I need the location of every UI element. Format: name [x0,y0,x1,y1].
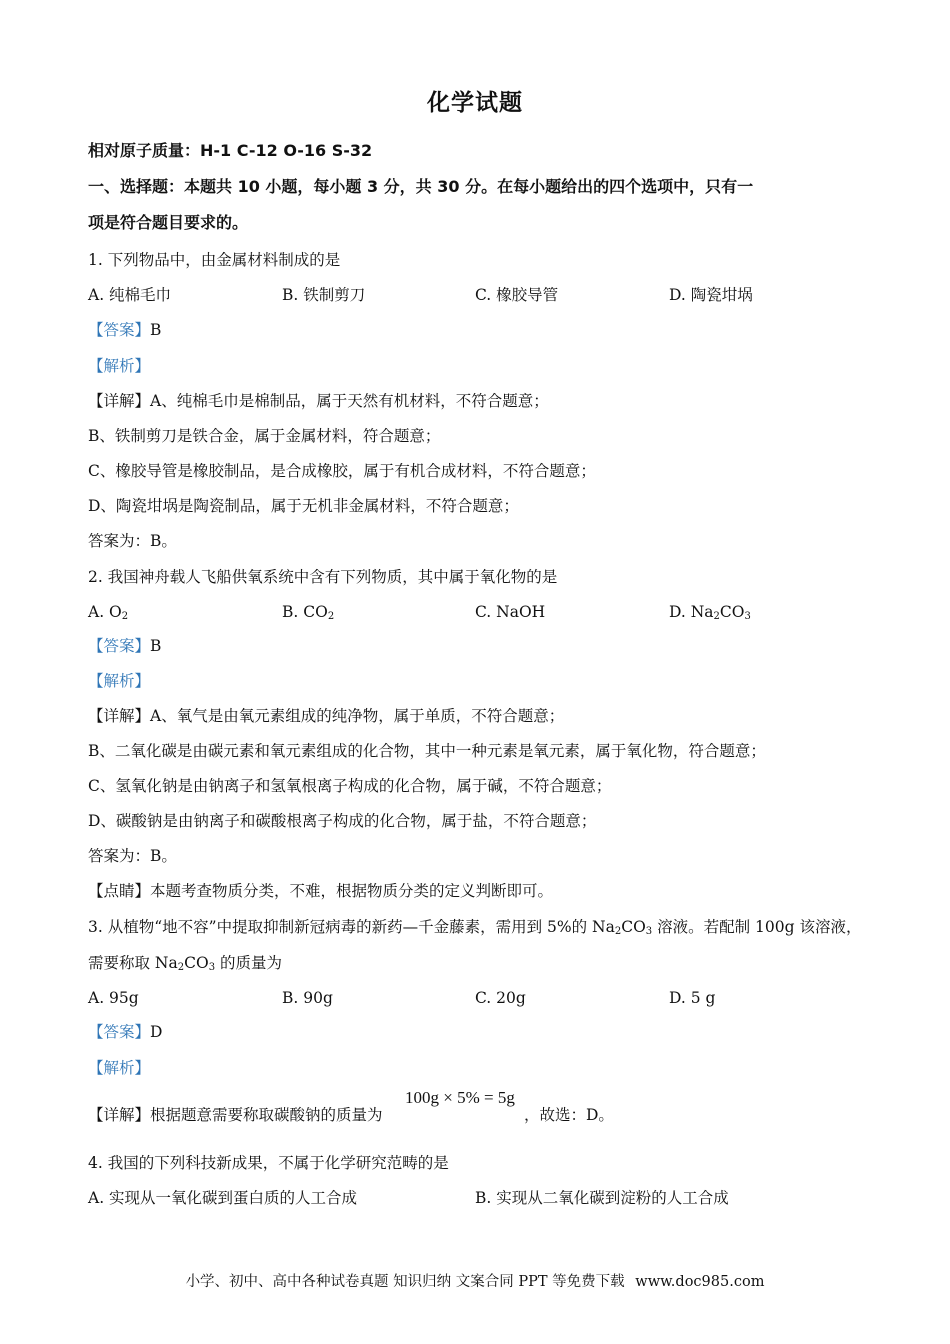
footer-text: 小学、初中、高中各种试卷真题 知识归纳 文案合同 PPT 等免费下载 [185,1274,625,1290]
q2-option-c: C. NaOH [475,603,546,621]
q2-option-d: D. $Na_2CO_3$ [669,603,751,622]
q2-detail-line [88,705,564,727]
footer-link[interactable]: www.doc985.com [635,1274,765,1290]
q1-option-c: C. 橡胶导管 [475,286,559,304]
q4-option-b: B. 实现从二氧化碳到淀粉的人工合成 [475,1189,729,1207]
q3-stem-line1: 3. 从植物“地不容”中提取抑制新冠病毒的新药—千金藤素，需用到 5%的 $Na_2CO_3$ 溶液。若配制 100g 该溶液， [88,918,862,937]
q3-answer [88,1021,162,1043]
q2-answer [88,635,161,657]
q3-option-d: D. 5 g [669,989,716,1007]
q2-analysis-tag: 【解析】 [88,672,151,690]
q1-option-d: D. 陶瓷坩埚 [669,286,753,304]
q3-option-b: B. 90g [282,989,333,1007]
atomic-mass-note: 相对原子质量：H-1 C-12 O-16 S-32 [88,141,373,160]
q3-detail-text: 根据题意需要称取碳酸钠的质量为 [150,1106,383,1124]
q2-detail-a: A、氧气是由氧元素组成的纯净物，属于单质，不符合题意； [150,707,565,725]
q2-detail-d: D、碳酸钠是由钠离子和碳酸根离子构成的化合物，属于盐，不符合题意； [88,812,597,830]
comment-tag: 【点睛】 [88,882,151,900]
detail-tag: 【详解】 [88,392,151,410]
q4-stem: 4. 我国的下列科技新成果，不属于化学研究范畴的是 [88,1154,449,1172]
q3-option-a: A. 95g [88,989,139,1007]
q2-stem: 2. 我国神舟载人飞船供氧系统中含有下列物质，其中属于氧化物的是 [88,568,558,586]
q3-detail-conclusion: ，故选：D。 [524,1106,614,1124]
q1-detail-line [88,390,549,412]
q2-comment [88,880,553,902]
answer-tag: 【答案】 [88,637,151,655]
q3-formula: 100g × 5% = 5g [405,1088,515,1107]
detail-tag: 【详解】 [88,707,151,725]
answer-tag: 【答案】 [88,321,151,339]
page-title: 化学试题 [427,90,523,116]
q2-detail-c: C、氢氧化钠是由钠离子和氢氧根离子构成的化合物，属于碱，不符合题意； [88,777,612,795]
q4-option-a: A. 实现从一氧化碳到蛋白质的人工合成 [88,1189,358,1207]
page-footer [0,1270,950,1291]
q1-detail-b: B、铁制剪刀是铁合金，属于金属材料，符合题意； [88,427,441,445]
q3-stem-line2: 需要称取 $Na_2CO_3$ 的质量为 [88,954,282,973]
q3-analysis-tag: 【解析】 [88,1059,151,1077]
q2-comment-text: 本题考查物质分类，不难，根据物质分类的定义判断即可。 [150,882,554,900]
q2-answer-value: B [150,637,162,655]
q2-detail-b: B、二氧化碳是由碳元素和氧元素组成的化合物，其中一种元素是氧元素，属于氧化物，符合题意； [88,742,766,760]
q1-option-b: B. 铁制剪刀 [282,286,366,304]
section-heading-line2: 项是符合题目要求的。 [88,213,249,232]
answer-tag: 【答案】 [88,1023,151,1041]
q2-option-b: B. $CO_2$ [282,603,335,622]
q1-conclusion: 答案为：B。 [88,532,177,550]
detail-tag: 【详解】 [88,1106,151,1124]
q2-conclusion: 答案为：B。 [88,847,177,865]
q3-answer-value: D [150,1023,163,1041]
q2-option-a: A. $O_2$ [88,603,129,622]
q1-detail-c: C、橡胶导管是橡胶制品，是合成橡胶，属于有机合成材料，不符合题意； [88,462,596,480]
q3-detail-line [88,1104,383,1126]
q1-answer [88,319,161,341]
q1-detail-a: A、纯棉毛巾是棉制品，属于天然有机材料，不符合题意； [150,392,549,410]
q1-detail-d: D、陶瓷坩埚是陶瓷制品，属于无机非金属材料，不符合题意； [88,497,519,515]
q1-option-a: A. 纯棉毛巾 [88,286,172,304]
q1-analysis-tag: 【解析】 [88,357,151,375]
q1-answer-value: B [150,321,162,339]
q3-option-c: C. 20g [475,989,526,1007]
section-heading-line1: 一、选择题：本题共 10 小题，每小题 3 分，共 30 分。在每小题给出的四个选项中，只有一 [88,177,754,196]
q1-stem: 1. 下列物品中，由金属材料制成的是 [88,251,341,269]
